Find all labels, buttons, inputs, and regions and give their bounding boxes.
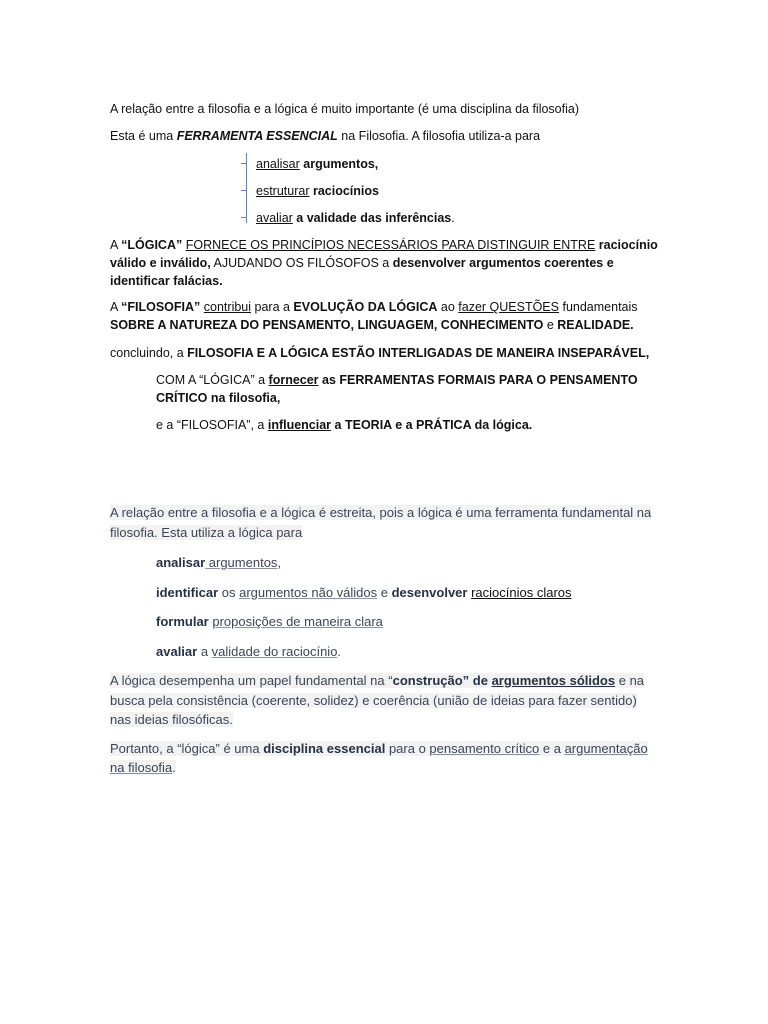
text-span: disciplina essencial	[263, 740, 386, 756]
text-span: .	[337, 643, 342, 659]
document-page	[110, 100, 660, 442]
list-text: a	[292, 211, 307, 225]
text-span: as FERRAMENTAS FORMAIS PARA O PENSAMENTO CRÍTICO na filosofia,	[156, 373, 638, 405]
paragraph-filosofia	[110, 298, 660, 334]
text-span: e na busca pela consistência (coerente, solidez) e coerência (união de ideias para fazer sentido) nas ideias filosóficas.	[110, 673, 645, 727]
text-span: para a	[251, 300, 294, 314]
section2-paragraph-construcao	[110, 671, 660, 730]
list-text: .	[451, 211, 455, 225]
paragraph-concluindo	[110, 344, 660, 362]
text-span: avaliar	[156, 643, 198, 659]
text-span: A	[110, 300, 122, 314]
text-span: formular	[156, 614, 209, 629]
text-span: “LÓGICA”	[121, 238, 183, 252]
list-item	[256, 209, 660, 227]
text-span: FORNECE OS PRINCÍPIOS NECESSÁRIOS PARA DISTINGUIR ENTRE	[185, 238, 596, 252]
text-span: identificar	[156, 584, 219, 600]
text-span: e a	[539, 740, 565, 756]
paragraph-e-a	[156, 416, 660, 434]
text-span: “FILOSOFIA”	[121, 300, 201, 314]
text-span: construção” de	[392, 673, 488, 688]
list-item	[156, 612, 660, 632]
list-text: validade das inferências	[306, 211, 452, 225]
list-verb: analisar	[256, 157, 300, 171]
paragraph-logica	[110, 236, 660, 290]
text-span: desenvolver argumentos coerentes e identificar falácias.	[110, 256, 614, 288]
text-span: .	[172, 760, 176, 775]
text-span: Portanto, a “lógica” é uma	[110, 740, 264, 756]
text-span: argumentos não válidos	[239, 584, 378, 600]
paragraph-com-a	[156, 371, 660, 407]
text-span: A lógica desempenha um papel fundamental na “	[110, 673, 393, 688]
text-span: argumentos sólidos	[491, 673, 616, 688]
list-text: raciocínios	[309, 184, 379, 198]
text-span: a	[197, 643, 212, 659]
text-span: influenciar	[267, 418, 332, 432]
intro-line: A relação entre a filosofia e a lógica é muito importante (é uma disciplina da filosofia)	[110, 102, 580, 116]
bracket-tick	[241, 190, 246, 191]
text-span: analisar	[156, 555, 206, 570]
list-text: argumentos,	[299, 157, 379, 171]
list-item	[156, 583, 660, 603]
bracket-tick	[241, 217, 246, 218]
text-span: e	[377, 584, 392, 600]
list-item	[156, 642, 660, 662]
text-span: FILOSOFIA E A LÓGICA ESTÃO INTERLIGADAS DE MANEIRA INSEPARÁVEL,	[187, 346, 650, 360]
text-span: argumentação na filosofia	[110, 740, 648, 775]
ferramenta-essencial-text: FERRAMENTA ESSENCIAL	[176, 129, 338, 143]
text-span: concluindo, a	[110, 346, 188, 360]
text-span: ,	[277, 555, 282, 570]
bracket-tick	[241, 163, 246, 164]
text-span: A relação entre a filosofia e a lógica é estreita, pois a lógica é uma ferramenta fundamental na filosofia. Esta utiliza a lógica para	[110, 505, 652, 540]
bracket-line	[246, 153, 247, 223]
text-span: ao	[437, 300, 459, 314]
list-verb: estruturar	[256, 184, 310, 198]
text-span: Esta é uma	[110, 129, 177, 143]
text-span: raciocínio válido e inválido,	[110, 238, 658, 270]
text-span: contribui	[203, 300, 252, 314]
list-verb: avaliar	[256, 211, 293, 225]
highlight-span	[110, 673, 644, 727]
list-item	[256, 155, 660, 173]
text-span: a TEORIA e a PRÁTICA da lógica.	[334, 418, 533, 432]
text-span: AJUDANDO OS FILÓSOFOS a	[210, 256, 393, 270]
list-item	[256, 182, 660, 200]
ferramenta-line	[110, 127, 660, 145]
second-section	[110, 503, 660, 787]
text-span: pensamento crítico	[429, 740, 540, 756]
text-span: EVOLUÇÃO DA LÓGICA	[293, 300, 438, 314]
text-span: fundamentais	[559, 300, 638, 314]
text-span: e	[543, 318, 558, 332]
text-span: os	[218, 584, 240, 600]
text-span: proposições de maneira clara	[212, 614, 383, 629]
text-span: na Filosofia. A filosofia utiliza-a para	[337, 129, 541, 143]
text-span: SOBRE A NATUREZA DO PENSAMENTO, LINGUAGEM, CONHECIMENTO	[110, 318, 544, 332]
text-span: raciocínios claros	[471, 584, 572, 600]
text-span: fornecer	[268, 373, 319, 387]
text-span: REALIDADE.	[557, 318, 634, 332]
bracket-list	[246, 155, 660, 227]
section2-paragraph-portanto	[110, 739, 660, 778]
list-item	[156, 553, 660, 573]
text-span: e a “FILOSOFIA”, a	[156, 418, 268, 432]
text-span: para o	[385, 740, 430, 756]
highlight-span	[110, 741, 648, 776]
text-span: A	[110, 238, 122, 252]
section2-intro	[110, 503, 660, 542]
text-span: COM A “LÓGICA” a	[156, 373, 269, 387]
text-span: validade do raciocínio	[211, 643, 338, 659]
text-span: argumentos	[205, 555, 278, 570]
text-span: fazer QUESTÕES	[458, 300, 559, 314]
text-span: desenvolver	[391, 584, 468, 600]
